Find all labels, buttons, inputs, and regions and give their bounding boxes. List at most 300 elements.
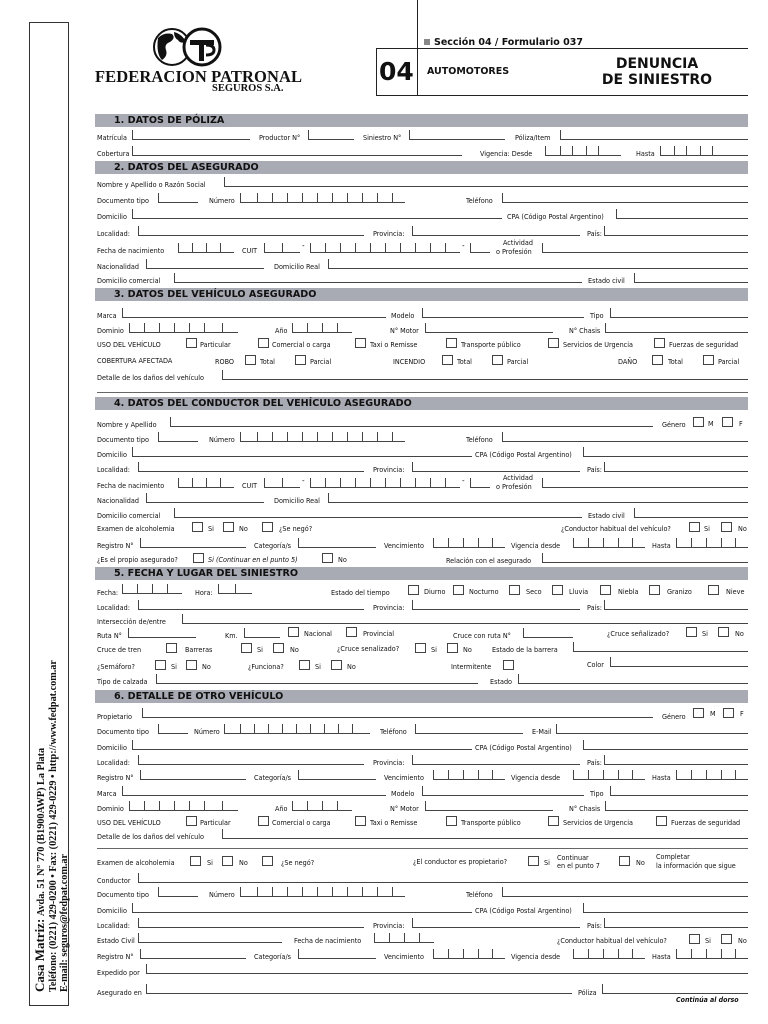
label: COBERTURA AFECTADA <box>97 356 173 365</box>
vigencia-desde-field[interactable] <box>573 949 645 959</box>
cpa-field[interactable] <box>583 740 748 750</box>
field-separator <box>463 538 464 548</box>
robo-parcial-checkbox[interactable] <box>295 355 306 365</box>
fuerzas-checkbox[interactable] <box>656 816 667 826</box>
field-separator <box>691 770 692 780</box>
label: Modelo <box>391 311 415 320</box>
field-separator <box>159 801 160 811</box>
particular-checkbox[interactable] <box>186 816 197 826</box>
label: Servicios de Urgencia <box>563 340 633 349</box>
taxi-checkbox[interactable] <box>355 338 366 348</box>
label: Fuerzas de seguridad <box>669 340 739 349</box>
form-category: AUTOMOTORES <box>427 66 510 77</box>
actividad-field[interactable] <box>542 243 748 253</box>
cruce-ruta-field[interactable] <box>523 628 573 638</box>
field-separator <box>400 478 401 488</box>
conductor-prop-si-checkbox[interactable] <box>528 856 539 866</box>
robo-total-checkbox[interactable] <box>245 355 256 365</box>
field-separator <box>272 193 273 203</box>
provincia-field[interactable] <box>412 226 580 236</box>
label: N° Chasis <box>569 804 601 813</box>
label: Estado civil <box>588 276 625 285</box>
doc-tipo-field[interactable] <box>158 432 198 442</box>
cruce-si-checkbox[interactable] <box>686 627 697 637</box>
marca-field[interactable] <box>122 308 386 318</box>
comercial-checkbox[interactable] <box>258 816 269 826</box>
expedido-field[interactable] <box>146 964 748 974</box>
productor-field[interactable] <box>308 130 354 140</box>
field-separator <box>347 432 348 442</box>
field-separator <box>370 478 371 488</box>
categoria-field[interactable] <box>298 538 376 548</box>
genero-f-checkbox[interactable] <box>723 708 734 718</box>
tipo-field[interactable] <box>610 786 748 796</box>
habitual-si-checkbox[interactable] <box>689 934 700 944</box>
se-nego-checkbox[interactable] <box>262 522 273 532</box>
asegurado-en-field[interactable] <box>146 984 572 994</box>
conductor-nombre-field[interactable] <box>170 417 653 427</box>
label: No <box>239 858 248 867</box>
vigencia-hasta-field[interactable] <box>676 949 748 959</box>
funciona-si-checkbox[interactable] <box>299 660 310 670</box>
label: Si <box>704 524 710 533</box>
registro-field[interactable] <box>140 770 246 780</box>
email-field[interactable] <box>556 724 748 734</box>
label: Localidad: <box>97 229 130 238</box>
brand-subtitle: SEGUROS S.A. <box>212 83 284 94</box>
label: Niebla <box>618 587 639 596</box>
estado-barrera-field[interactable] <box>573 642 748 652</box>
diurno-checkbox[interactable] <box>408 585 419 595</box>
field-separator <box>385 478 386 488</box>
label: ¿Es el propio asegurado? <box>97 555 178 564</box>
provincia-field[interactable] <box>412 462 580 472</box>
doc-tipo-field[interactable] <box>158 724 188 734</box>
taxi-checkbox[interactable] <box>355 816 366 826</box>
se-nego-checkbox[interactable] <box>262 856 273 866</box>
field-separator <box>206 243 207 253</box>
pais-field[interactable] <box>604 918 748 928</box>
label: Domicilio <box>97 450 127 459</box>
niebla-checkbox[interactable] <box>600 585 611 595</box>
pais-field[interactable] <box>604 226 748 236</box>
label: Cruce con ruta N° <box>453 631 511 640</box>
dash-separator: - <box>302 241 305 250</box>
cobertura-field[interactable] <box>132 146 462 156</box>
senal-si-checkbox[interactable] <box>415 643 426 653</box>
semaforo-no-checkbox[interactable] <box>186 660 197 670</box>
label: Nacionalidad <box>97 496 139 505</box>
label: País: <box>587 758 602 767</box>
propio-si-checkbox[interactable] <box>193 553 204 563</box>
label: N° Chasis <box>569 326 601 335</box>
casa-matriz-label: Casa Matriz: <box>32 918 47 992</box>
label: Estado <box>490 677 513 686</box>
label: Provincia: <box>373 465 405 474</box>
danio-parcial-checkbox[interactable] <box>703 355 714 365</box>
label: Taxi o Remisse <box>370 340 418 349</box>
estado-calzada-field[interactable] <box>518 674 748 684</box>
siniestro-field[interactable] <box>409 130 505 140</box>
field-separator <box>322 801 323 811</box>
alcoholemia-no-checkbox[interactable] <box>222 856 233 866</box>
domicilio-real-field[interactable] <box>328 259 748 269</box>
provincia-field[interactable] <box>412 600 580 610</box>
label: ¿Conductor habitual del vehículo? <box>557 936 667 945</box>
estado-civil-field[interactable] <box>634 273 748 283</box>
domicilio-field[interactable] <box>132 209 502 219</box>
nombre-razon-field[interactable] <box>224 177 748 187</box>
intermitente-checkbox[interactable] <box>503 660 514 670</box>
genero-m-checkbox[interactable] <box>693 708 704 718</box>
conductor-prop-no-checkbox[interactable] <box>619 856 630 866</box>
label: CUIT <box>242 481 258 490</box>
label: Fuerzas de seguridad <box>671 818 741 827</box>
label: No <box>202 662 211 671</box>
label: Tipo de calzada <box>97 677 148 686</box>
label: Tipo <box>590 789 604 798</box>
pais-field[interactable] <box>604 462 748 472</box>
label: o Profesión <box>496 482 532 491</box>
label: Particular <box>200 340 231 349</box>
seco-checkbox[interactable] <box>509 585 520 595</box>
field-separator <box>222 801 223 811</box>
provincia-field[interactable] <box>412 755 580 765</box>
label: Conductor <box>97 876 131 885</box>
field-separator <box>268 724 269 734</box>
label: Si <box>207 858 213 867</box>
urgencia-checkbox[interactable] <box>548 816 559 826</box>
telefono-field[interactable] <box>502 432 748 442</box>
field-separator <box>362 193 363 203</box>
danio-total-checkbox[interactable] <box>652 355 663 365</box>
pais-field[interactable] <box>604 600 748 610</box>
field-separator <box>389 933 390 943</box>
nacionalidad-field[interactable] <box>146 259 264 269</box>
label: M <box>710 709 716 718</box>
numero-field[interactable] <box>240 193 405 203</box>
header-divider <box>417 48 418 96</box>
nacionalidad-field[interactable] <box>146 493 264 503</box>
label: Actividad <box>503 238 533 247</box>
label: Siniestro N° <box>363 133 402 142</box>
field-separator <box>222 323 223 333</box>
field-separator <box>492 949 493 959</box>
habitual-si-checkbox[interactable] <box>689 522 700 532</box>
field-separator <box>492 770 493 780</box>
label: Registro N° <box>97 773 134 782</box>
alcoholemia-si-checkbox[interactable] <box>190 856 201 866</box>
label: Vencimiento <box>384 952 424 961</box>
label: ¿Se negó? <box>281 858 315 867</box>
vencimiento-field[interactable] <box>433 949 505 959</box>
label: Fecha de nacimiento <box>97 246 165 255</box>
label: Si (Continuar en el punto 5) <box>208 555 298 564</box>
barreras-no-checkbox[interactable] <box>273 643 284 653</box>
field-separator <box>721 949 722 959</box>
label: Expedido por <box>97 968 140 977</box>
domicilio-comercial-field[interactable] <box>174 508 582 518</box>
domicilio-field[interactable] <box>132 447 472 457</box>
label: Género <box>662 420 686 429</box>
label: Dominio <box>97 326 124 335</box>
detalle-danios-field[interactable] <box>222 370 748 380</box>
detalle-danios-field[interactable] <box>222 829 748 839</box>
field-separator <box>174 323 175 333</box>
label: Cruce de tren <box>97 645 142 654</box>
color-field[interactable] <box>610 657 748 667</box>
field-separator <box>712 146 713 156</box>
localidad-field[interactable] <box>138 918 364 928</box>
numero-field[interactable] <box>224 724 370 734</box>
label: País: <box>587 921 602 930</box>
habitual-no-checkbox[interactable] <box>721 522 732 532</box>
field-separator <box>492 538 493 548</box>
field-separator <box>325 478 326 488</box>
lluvia-checkbox[interactable] <box>552 585 563 595</box>
interseccion-field[interactable] <box>182 614 748 624</box>
field-separator <box>586 146 587 156</box>
label: Documento tipo <box>97 196 149 205</box>
field-separator <box>598 146 599 156</box>
label: Estado del tiempo <box>331 588 390 597</box>
field-separator <box>332 193 333 203</box>
vigencia-desde-field[interactable] <box>573 538 645 548</box>
field-separator <box>337 323 338 333</box>
label: Si <box>705 936 711 945</box>
transporte-checkbox[interactable] <box>446 816 457 826</box>
label: Completar <box>656 852 690 861</box>
field-separator <box>430 478 431 488</box>
label: Fecha de nacimiento <box>97 481 165 490</box>
alcoholemia-si-checkbox[interactable] <box>192 522 203 532</box>
tipo-calzada-field[interactable] <box>156 674 478 684</box>
field-separator <box>618 770 619 780</box>
fuerzas-checkbox[interactable] <box>654 338 665 348</box>
label: CPA (Código Postal Argentino) <box>475 906 572 915</box>
telefono-field[interactable] <box>415 724 523 734</box>
field-separator <box>272 887 273 897</box>
field-separator <box>415 478 416 488</box>
poliza-field[interactable] <box>602 984 748 994</box>
field-separator <box>347 887 348 897</box>
cuit-suffix-field[interactable] <box>470 478 490 488</box>
field-separator <box>355 478 356 488</box>
field-separator <box>448 770 449 780</box>
cuit-suffix-field[interactable] <box>470 243 490 253</box>
vigencia-hasta-field[interactable] <box>676 538 748 548</box>
localidad-field[interactable] <box>138 226 364 236</box>
ruta-field[interactable] <box>128 628 196 638</box>
granizo-checkbox[interactable] <box>649 585 660 595</box>
field-separator <box>235 584 236 594</box>
tipo-field[interactable] <box>610 308 748 318</box>
domicilio-real-field[interactable] <box>328 493 748 503</box>
domicilio-field[interactable] <box>132 903 472 913</box>
field-separator <box>618 949 619 959</box>
field-separator <box>287 887 288 897</box>
genero-m-checkbox[interactable] <box>693 417 704 427</box>
funciona-no-checkbox[interactable] <box>331 660 342 670</box>
phone-text: Teléfono: (0221) 429-0200 • Fax: (0221) 429-0229 • http://www.fedpat.com.ar <box>47 660 59 992</box>
nocturno-checkbox[interactable] <box>453 585 464 595</box>
label: Parcial <box>718 357 740 366</box>
vigencia-hasta-field[interactable] <box>676 770 748 780</box>
vencimiento-field[interactable] <box>433 538 505 548</box>
motor-field[interactable] <box>425 801 553 811</box>
localidad-field[interactable] <box>138 462 364 472</box>
label: E-Mail <box>532 727 552 736</box>
label: Domicilio Real <box>274 496 320 505</box>
propietario-field[interactable] <box>142 708 653 718</box>
label: ¿Conductor habitual del vehículo? <box>561 524 671 533</box>
cpa-field[interactable] <box>583 447 748 457</box>
conductor-field[interactable] <box>138 873 748 883</box>
field-separator <box>400 243 401 253</box>
cruce-tren-checkbox[interactable] <box>166 643 177 653</box>
barreras-si-checkbox[interactable] <box>241 643 252 653</box>
genero-f-checkbox[interactable] <box>722 417 733 427</box>
label: Lluvia <box>569 587 589 596</box>
label: Provincia: <box>373 229 405 238</box>
poliza-item-field[interactable] <box>560 130 748 140</box>
field-separator <box>257 887 258 897</box>
field-separator <box>735 949 736 959</box>
doc-tipo-field[interactable] <box>158 887 198 897</box>
label: Examen de alcoholemia <box>97 524 175 533</box>
domicilio-comercial-field[interactable] <box>174 273 582 283</box>
motor-field[interactable] <box>425 323 553 333</box>
marca-field[interactable] <box>122 786 386 796</box>
section-1-header: 1. DATOS DE PÓLIZA <box>95 114 748 127</box>
provincia-field[interactable] <box>412 918 580 928</box>
telefono-field[interactable] <box>502 193 748 203</box>
field-separator <box>282 478 283 488</box>
field-separator <box>370 243 371 253</box>
vencimiento-field[interactable] <box>433 770 505 780</box>
label: Documento tipo <box>97 435 149 444</box>
field-separator <box>310 724 311 734</box>
matricula-field[interactable] <box>132 130 250 140</box>
label: la información que sigue <box>656 861 736 870</box>
form-title: DENUNCIA DE SINIESTRO <box>601 56 713 88</box>
modelo-field[interactable] <box>422 786 584 796</box>
field-separator <box>340 478 341 488</box>
cruce-no-checkbox[interactable] <box>718 627 729 637</box>
label: Fecha: <box>97 588 119 597</box>
label: Provincia: <box>373 603 405 612</box>
field-separator <box>463 949 464 959</box>
email-text: E-mail: seguros@fedpat.com.ar <box>59 853 70 992</box>
alcoholemia-no-checkbox[interactable] <box>223 522 234 532</box>
label: Comercial o carga <box>272 340 331 349</box>
label: Transporte público <box>461 340 521 349</box>
domicilio-field[interactable] <box>132 740 472 750</box>
vigencia-desde-field[interactable] <box>573 770 645 780</box>
label: Hasta <box>652 773 671 782</box>
field-separator <box>302 432 303 442</box>
telefono-field[interactable] <box>502 887 748 897</box>
doc-tipo-field[interactable] <box>158 193 198 203</box>
incendio-parcial-checkbox[interactable] <box>492 355 503 365</box>
field-separator <box>415 243 416 253</box>
km-field[interactable] <box>244 628 280 638</box>
detalle-line <box>97 848 748 849</box>
field-separator <box>240 724 241 734</box>
label: Asegurado en <box>97 988 142 997</box>
label: Marca <box>97 789 117 798</box>
numero-field[interactable] <box>240 432 405 442</box>
senal-no-checkbox[interactable] <box>447 643 458 653</box>
field-separator <box>572 146 573 156</box>
comercial-checkbox[interactable] <box>258 338 269 348</box>
habitual-no-checkbox[interactable] <box>721 934 732 944</box>
categoria-field[interactable] <box>298 770 376 780</box>
label: Número <box>209 890 235 899</box>
pais-field[interactable] <box>604 755 748 765</box>
urgencia-checkbox[interactable] <box>548 338 559 348</box>
label: Detalle de los daños del vehículo <box>97 832 204 841</box>
estado-civil-field[interactable] <box>138 933 282 943</box>
nieve-checkbox[interactable] <box>708 585 719 595</box>
label: Teléfono <box>380 727 407 736</box>
chasis-field[interactable] <box>605 323 748 333</box>
label: Provincial <box>363 629 395 638</box>
field-separator <box>392 432 393 442</box>
cpa-field[interactable] <box>616 209 748 219</box>
label: Nacional <box>304 629 332 638</box>
label: Total <box>260 357 275 366</box>
label: Actividad <box>503 473 533 482</box>
estado-civil-field[interactable] <box>634 508 748 518</box>
label: Detalle de los daños del vehículo <box>97 373 204 382</box>
label: Vigencia desde <box>511 541 561 550</box>
categoria-field[interactable] <box>298 949 376 959</box>
modelo-field[interactable] <box>422 308 584 318</box>
label: Vencimiento <box>384 541 424 550</box>
localidad-field[interactable] <box>138 600 364 610</box>
field-separator <box>362 887 363 897</box>
field-separator <box>282 724 283 734</box>
field-separator <box>272 432 273 442</box>
field-separator <box>478 538 479 548</box>
transporte-checkbox[interactable] <box>446 338 457 348</box>
field-separator <box>588 538 589 548</box>
vigencia-desde-field[interactable] <box>545 146 621 156</box>
relacion-field[interactable] <box>542 553 748 563</box>
label: ¿Funciona? <box>248 662 284 671</box>
provincial-checkbox[interactable] <box>346 627 357 637</box>
registro-field[interactable] <box>140 538 246 548</box>
field-separator <box>700 146 701 156</box>
field-separator <box>392 887 393 897</box>
label: Hora: <box>195 588 213 597</box>
localidad-field[interactable] <box>138 755 364 765</box>
semaforo-si-checkbox[interactable] <box>155 660 166 670</box>
incendio-total-checkbox[interactable] <box>442 355 453 365</box>
registro-field[interactable] <box>140 949 246 959</box>
nacional-checkbox[interactable] <box>288 627 299 637</box>
label: Categoría/s <box>254 952 292 961</box>
propio-no-checkbox[interactable] <box>322 553 333 563</box>
numero-field[interactable] <box>240 887 405 897</box>
particular-checkbox[interactable] <box>186 338 197 348</box>
cpa-field[interactable] <box>583 903 748 913</box>
field-separator <box>338 724 339 734</box>
chasis-field[interactable] <box>605 801 748 811</box>
label: CPA (Código Postal Argentino) <box>475 743 572 752</box>
actividad-field[interactable] <box>542 478 748 488</box>
